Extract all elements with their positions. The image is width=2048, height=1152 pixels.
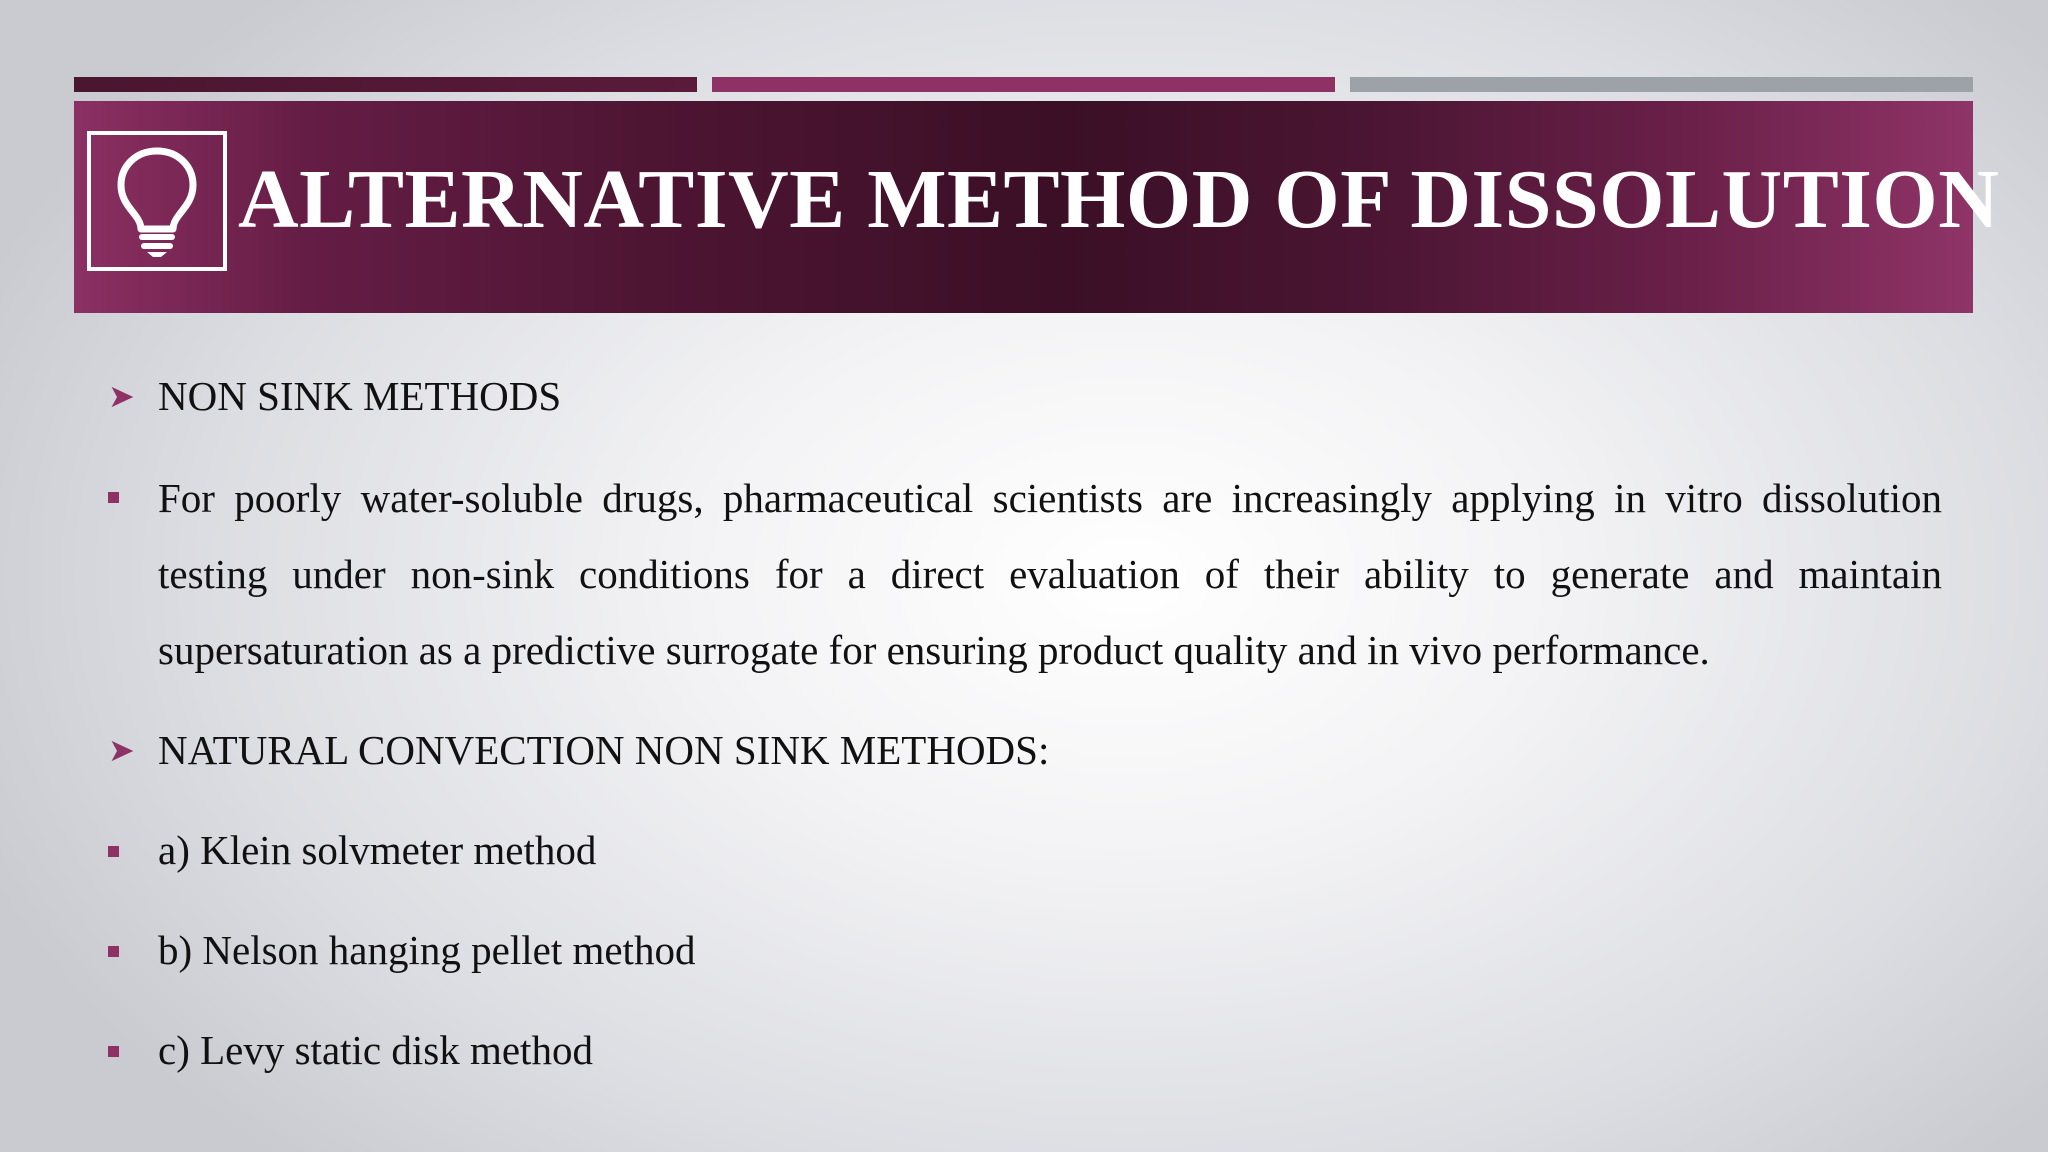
slide-title: ALTERNATIVE METHOD OF DISSOLUTION — [238, 153, 2000, 246]
arrow-bullet-icon: ➤ — [108, 732, 135, 768]
list-item-klein-solvmeter: a) Klein solvmeter method — [158, 827, 597, 873]
square-bullet-icon — [108, 1046, 119, 1057]
square-bullet-icon — [108, 846, 119, 857]
list-item-non-sink-methods: NON SINK METHODS — [158, 373, 562, 419]
list-item-nelson-hanging-pellet: b) Nelson hanging pellet method — [158, 927, 696, 973]
square-bullet-icon — [108, 946, 119, 957]
arrow-bullet-icon: ➤ — [108, 378, 135, 414]
list-item-levy-static-disk: c) Levy static disk method — [158, 1027, 593, 1073]
list-item-description: For poorly water-soluble drugs, pharmaceutical scientists are increasingly applying in vitro dissolution testing under non-sink conditions for a direct evaluation of their ability to generate and maintain supersaturation as a predictive surrogate for ensuring product quality and in vivo performance. — [158, 475, 1942, 673]
list-item-natural-convection: NATURAL CONVECTION NON SINK METHODS: — [158, 727, 1050, 773]
square-bullet-icon — [108, 492, 119, 503]
